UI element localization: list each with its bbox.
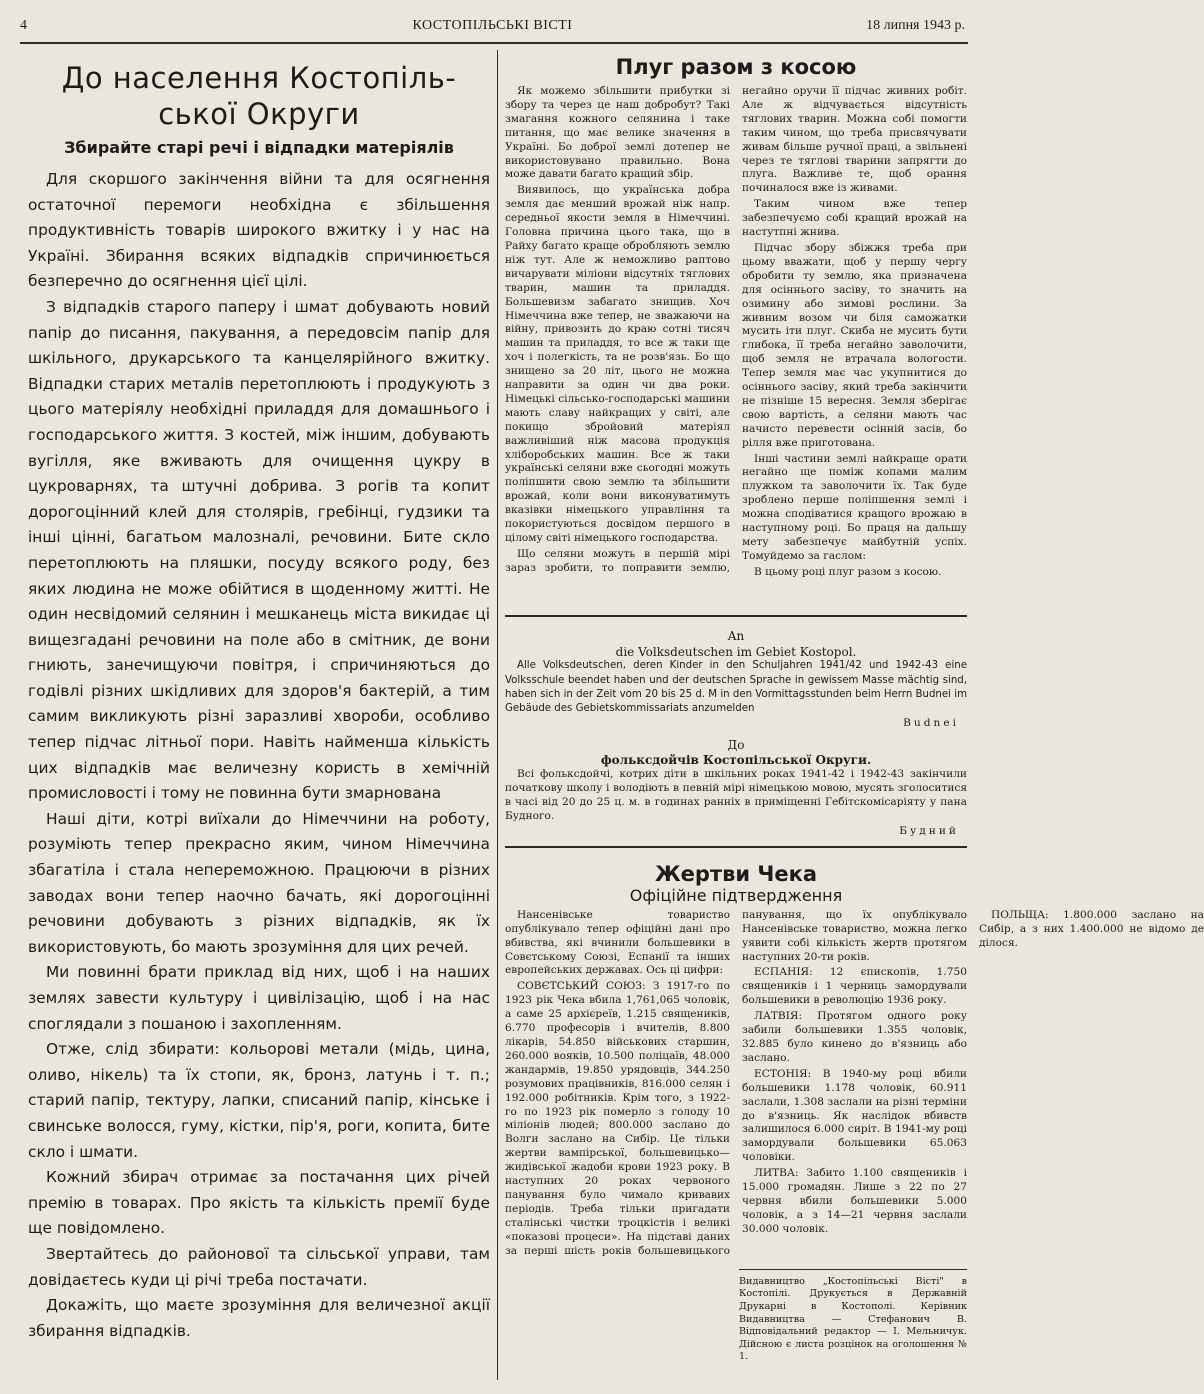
left-article xyxy=(28,52,490,1377)
cheka-article xyxy=(505,861,1204,1364)
notice-de-title-1: An xyxy=(727,629,745,643)
cheka-article-body xyxy=(505,908,1204,1261)
plough-article xyxy=(505,55,967,607)
notice-ua-title-2: фолькcдойчів Костопільської Округи. xyxy=(600,752,872,767)
cheka-paragraph: Нансенівське товариство опублікувало тепер офіційні дані про вбивства, які вчинили большевики в Совєтському Союзі, Еспанії та інших европейських державах. Ось ці цифри: xyxy=(505,908,730,977)
plough-paragraph: Таким чином вже тепер забезпечуємо собі кращий врожай на настутпні жнива. xyxy=(742,198,967,239)
issue-date: 18 липня 1943 р. xyxy=(866,18,965,33)
left-paragraph: Звертайтесь до районової та сільської управи, там довідаєтесь куди ці річі треба постачати. xyxy=(28,1244,490,1289)
notice-de-signature: Budnei xyxy=(903,717,959,730)
cheka-paragraph: СОВЄТСЬКИЙ СОЮЗ: З 1917-го по 1923 рік Чека вбила 1,761,065 чоловік, а саме 25 архієреїв, 1.215 священиків, 6.770 професорів і вчителів, 8.800 лікарів, 54.850 військових старшин, 260.000 вояків, 10.500 поліцаїв, 48.000 жандармів, 19.850 урядовців, 344.250 розумових працівників, 816.000 селян і 192.000 робітників. Крім того, з 1922-го по 1923 рік померло з голоду 10 міліонів людей; 800.000 заслано до Волги заслано на Сибір. Це тільки жертви вампірської, большевицько—жидівської жадоби крови 1923 року. В наступних 20 роках червоного панування було чимало кривавих періодів. Треба тільки пригадати сталінські чистки троцкістів і великі «показові процеси». На підставі даних за перші шість років большевицького панування, що їх опублікувало Нансенівське товариство, можна легко уявити собі кількість жертв протягом наступних 20-ти років. xyxy=(505,908,967,1257)
left-paragraph: Кожний збирач отримає за постачання цих річей премію в товарах. Про якість та кількість премії буде ще повідомлено. xyxy=(28,1168,490,1238)
notice-de-text: Alle Volksdeutschen, deren Kinder in den Schuljahren 1941/42 und 1942-43 eine Volksschule beendet haben und der deutschen Sprache in gewissem Masse mächtig sind, haben sich in der Zeit vom 20 bis 25 d. M in den Vormittagsstunden beim Herrn Budnei im Gebäude des Gebietskommissariats anzumelden xyxy=(505,660,967,715)
cheka-paragraph: ЕСТОНІЯ: В 1940-му році вбили большевики 1.178 чоловік, 60.911 заслали, 1.308 заслали на різні терміни до в'язниць. Як наслідок вбивств залишилося 6.000 сиріт. В 1941-му році замордували большевики 65.063 чоловіки. xyxy=(742,1067,967,1164)
plough-paragraph: Підчас збору збіжжя треба при цьому вважати, щоб у першу чергу обробити ту землю, яка призначена для осіннього засіву, то значить на озимину або зимові рослини. За живним возом чи біля саможатки мусить іти плуг. Скиба не мусить бути глибока, її треба негайно заволочити, щоб земля не втрачала вологости. Тепер земля має час укупнитися до осіннього засіву, який треба закінчити не пізніше 15 вересня. Земля зберігає свою вартість, а селяни мають час начисто перевести осінній засів, бо рілля вже приготована. xyxy=(742,241,967,449)
notice-ua-title-1: До xyxy=(727,738,745,753)
plough-paragraph: Інші частини землі найкраще орати негайно ще поміж копами малим плужком та заволочити їх. Так буде зроблено перше поліпшення землі і можна сподіватися кращого врожаю в наступному році. Бо праця на дальшу мету забезпечує майбутній успіх. Томуйдемо за гаслом: xyxy=(742,452,967,562)
section-rule xyxy=(505,846,967,848)
plough-paragraph: В цьому році плуг разом з косою. xyxy=(754,565,942,578)
left-paragraph: Для скоршого закінчення війни та для осягнення остаточної перемоги необхідна є збільшення продуктивність товарів широкого вжитку і у нас на Україні. Збирання всяких відпадків спричинюється безперечно до осягнення цієї цілі. xyxy=(28,170,490,291)
left-paragraph: Ми повинні брати приклад від них, щоб і на наших землях завести культуру і цивілізацію, щоб і на нас споглядали з пошаною і захопленням. xyxy=(28,963,490,1033)
left-article-title: До населення Костопіль-ської Округи xyxy=(61,61,457,131)
plough-paragraph: Виявилось, що українська добра земля дає менший врожай ніж напр. середньої якости земля в Німеччині. Головна причина цього така, що в Райху багато краще обробляють землю ніж тут. Але ж неможливо раптово вичарувати міліони відсутніх тяглових тварин, машин та приладдя. Большевизм забагато знищив. Хоч Німеччина вже тепер, не зважаючи на війну, привозить до краю сотні тисяч машин та приладдя, то все ж таки ще хоч і полегкість, та не розв'язь. Бо що знищено за 20 літ, цього не можна направити за один чи два роки. Німецькі сільсько-господарські машини мають славу найкращих у світі, але покищо збройовий матеріял важливіший ніж масова продукція хліборобських машин. Все ж таки українські селяни вже сьогодні можуть поліпшити свою землю та збільшити врожай, коли вони виконуватимуть вказівки німецького управління та покористуються досвідом першого в цілому світі німецького господарства. xyxy=(505,184,730,544)
notice-ua-signature: Будний xyxy=(899,824,959,837)
left-article-subtitle: Збирайте старі речі і відпадки матеріялів xyxy=(64,138,454,157)
notice-de-title-2: die Volksdeutschen im Gebiet Kostopol. xyxy=(615,645,857,660)
left-paragraph: Наші діти, котрі виїхали до Німеччини на роботу, розуміють тепер прекрасно яким, чином Німеччина збагатіла і стала непереможною. Працюючи в різних заводах вони тепер наочно бачать, які дорогоцінні речовини добувають з різних відпадків, як їх використовують, бо мають зрозуміння для цих речей. xyxy=(28,809,490,956)
cheka-paragraph: ЛИТВА: Забито 1.100 священиків і 15.000 громадян. Лише з 22 по 27 червня вбили большевики 5.000 чоловік, а з 14—21 червня заслали 30.000 чоловік. xyxy=(742,1167,967,1235)
header-rule xyxy=(20,42,968,44)
cheka-paragraph: ПОЛЬЩА: 1.800.000 заслано на Сибір, а з них 1.400.000 не відомо де ділося. xyxy=(979,908,1204,949)
cheka-paragraph: ЛАТВІЯ: Протягом одного року забили большевики 1.355 чоловік, 32.885 було кинено до в'язниць або заслано. xyxy=(742,1010,967,1064)
column-divider xyxy=(497,50,498,1380)
left-paragraph: З відпадків старого паперу і шмат добувають новий папір до писання, пакування, а передовсім папір для шкільного, друкарського та канцелярійного вжитку. Відпадки старих металів перетоплюють і продукують з цього матеріялу необхідні приладдя для домашнього і господарського життя. З костей, між іншим, добувають вугілля, яке вживають для очищення цукру в цукроварнях, та штучні добрива. З рогів та копит дорогоцінний клей для столярів, гребінці, гудзики та інші цінні, багатьом малозналі, речовини. Бите скло перетоплюють на пляшки, посуду всякого роду, без яких людина не може обійтися в щоденному житті. Не один несвідомий селянин і мешканець міста викидає ці вищезгадані речовини на поле або в смітник, де вони гниють, занечищуючи повітря, і спричиняються до годівлі різних шкідливих для здоров'я бактерій, а тим самим викликують різні заразливі хвороби, особливо тепер підчас літньої пори. Навіть найменша кількість цих відпадків має величезну користь в хемічній промисловості і тому не повинна бути змарнована xyxy=(28,297,490,803)
plough-paragraph: Як можемо збільшити прибутки зі збору та через це наш добробут? Такі змагання кожного селянина і таке питання, що має велике значення в Україні. Бо доброї землі дотепер не використовувано правильно. Вона може давати багато кращий збір. xyxy=(505,85,730,181)
cheka-paragraph: ЕСПАНІЯ: 12 єпископів, 1.750 священиків і 1 черниць замордували большевики в революцію 1936 року. xyxy=(742,966,967,1007)
volksdeutsche-notice xyxy=(505,629,967,838)
publisher-imprint: Видавництво „Костопільські Вісті" в Костопілі. Друкується в Державній Друкарні в Костополі. Керівник Видавництва — Стефанович В. Відповідальний редактор — І. Мельничук. Дійсною є листа розцінок на оголошення № 1. xyxy=(739,1269,967,1364)
page-number: 4 xyxy=(20,18,27,33)
notice-ua-text: Всі фолькcдойчі, котрих діти в шкільних роках 1941-42 і 1942-43 закінчили початкову школу і володіють в певній мірі німецькою мовою, мусять зголоситися в часі від 20 до 25 ц. м. в годинах ранніх в приміщенні Гебітскомісаріяту у пана Будного. xyxy=(505,767,967,823)
publication-title: КОСТОПІЛЬСЬКІ ВІСТІ xyxy=(412,18,573,33)
cheka-article-subtitle: Офіційне підтвердження xyxy=(629,885,843,905)
plough-article-body xyxy=(505,85,967,607)
cheka-article-title: Жертви Чека xyxy=(654,861,818,886)
section-rule xyxy=(505,615,967,617)
plough-article-title: Плуг разом з косою xyxy=(615,55,857,79)
plough-paragraph: Що селяни можуть в першій мірі зараз зробити, то поправити землю, негайно оручи її підчас живних робіт. Але ж відчувається відсутність тяглових тварин. Можна собі помогти таким чином, що треба присвячувати живам більше ручної праці, а звільнені через те тяглові тварини запрягти до плуга. Важливе те, щоб орання починалося вже із живами. xyxy=(505,85,967,574)
page-header xyxy=(20,18,965,40)
left-paragraph: Отже, слід збирати: кольорові метали (мідь, цина, оливо, нікель) та їх стопи, як, бронз, латунь і т. п.; старий папір, тектуру, лапки, списаний папір, кінське і свинське волосся, гуму, кістки, пір'я, роги, копита, бите скло і шмати. xyxy=(28,1040,490,1161)
left-paragraph: Докажіть, що маєте зрозуміння для величезної акції збирання відпадків. xyxy=(28,1296,490,1340)
right-column xyxy=(505,55,1204,1380)
